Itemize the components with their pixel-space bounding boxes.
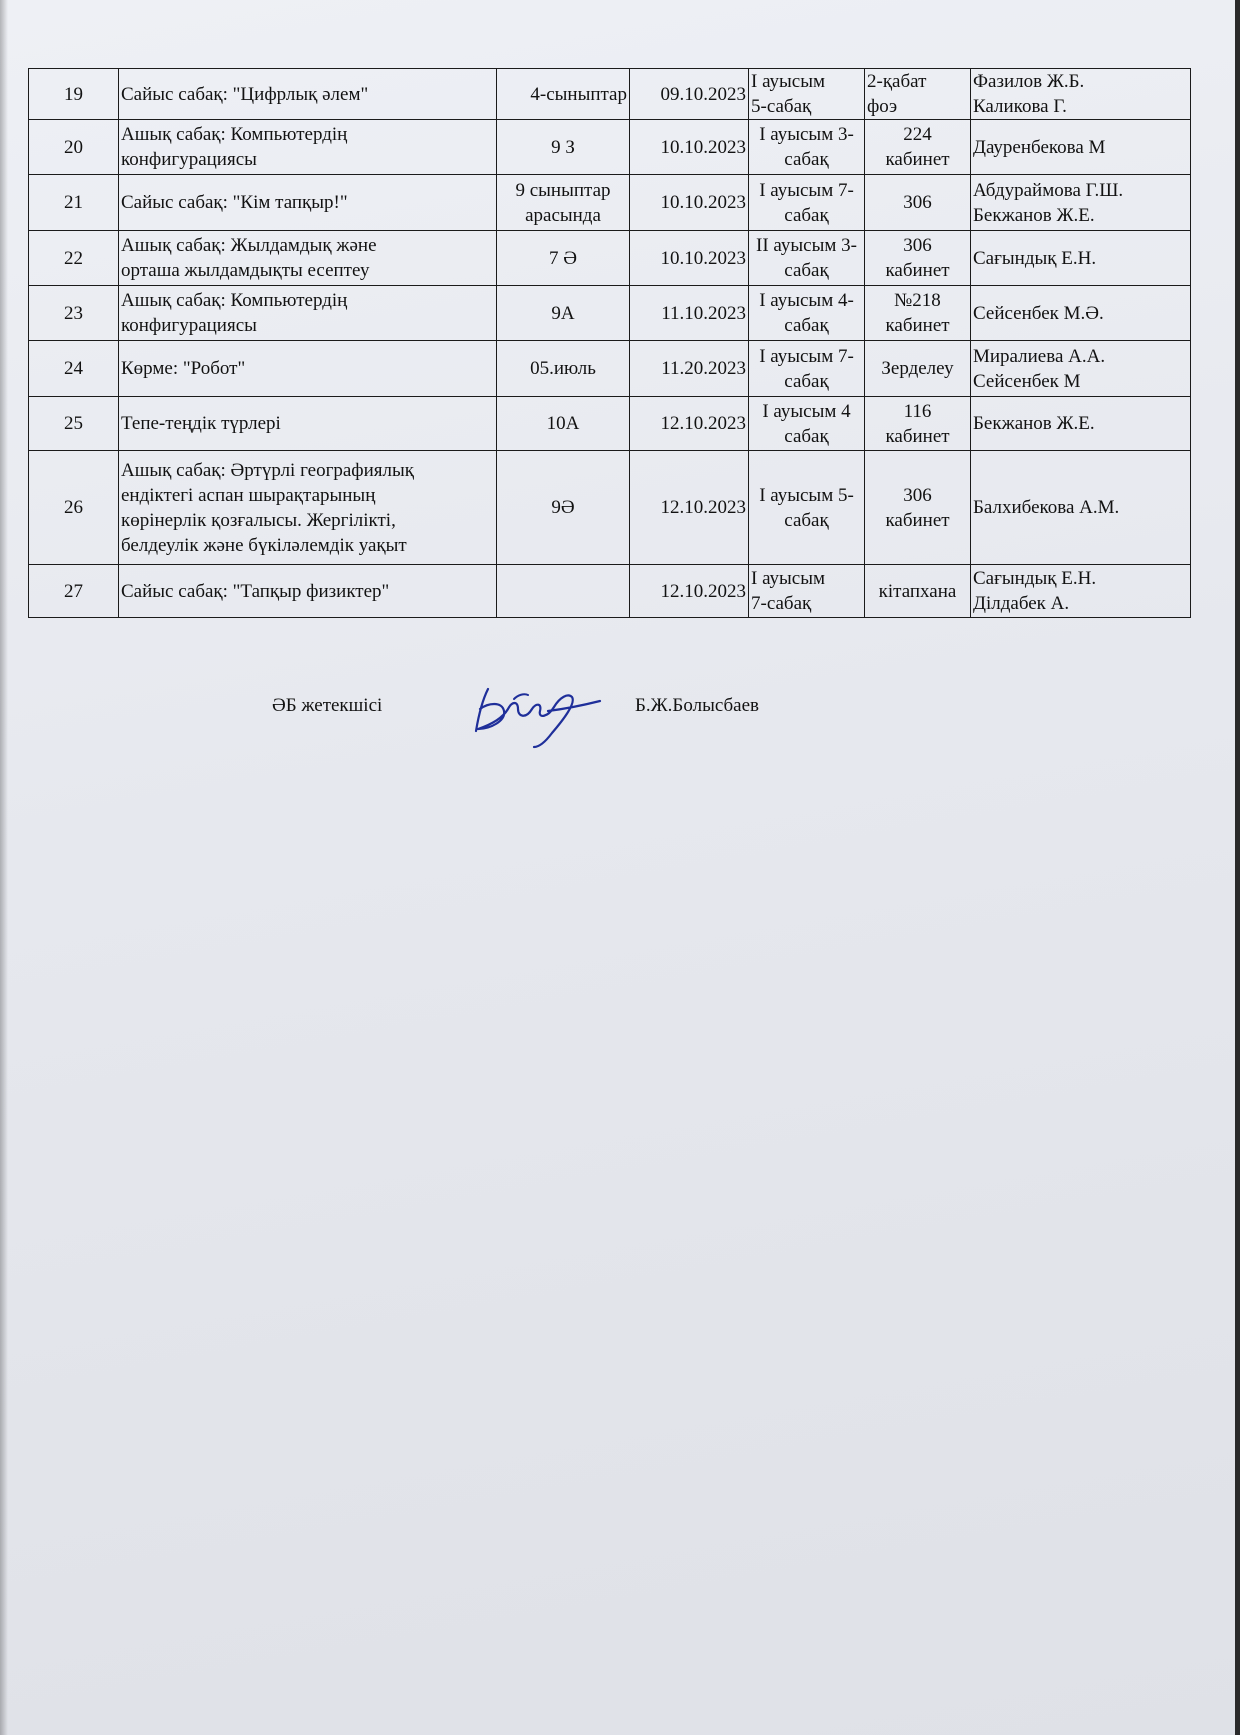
- event-class: 9Ә: [497, 451, 630, 565]
- event-class: 7 Ә: [497, 231, 630, 286]
- event-title: Ашық сабақ: Жылдамдық және орташа жылдамдықты есептеу: [119, 231, 497, 286]
- event-title: Тепе-теңдік түрлері: [119, 397, 497, 451]
- row-number: 22: [29, 231, 119, 286]
- row-number: 21: [29, 175, 119, 231]
- event-responsible: Сейсенбек М.Ә.: [971, 286, 1191, 341]
- event-shift: I ауысым 3- сабақ: [749, 120, 865, 175]
- signature-block: [0, 685, 1240, 775]
- event-title: Ашық сабақ: Әртүрлі географиялық ендіктегі аспан шырақтарының көрінерлік қозғалысы. Жергілікті, белдеулік және бүкіләлемдік уақыт: [119, 451, 497, 565]
- event-room: 306: [865, 175, 971, 231]
- event-responsible: Сағындық Е.Н.: [971, 231, 1191, 286]
- row-number: 20: [29, 120, 119, 175]
- events-table: [28, 68, 1191, 618]
- row-number: 26: [29, 451, 119, 565]
- row-number: 25: [29, 397, 119, 451]
- page-edge: [1235, 0, 1240, 1735]
- event-room: Зерделеу: [865, 341, 971, 397]
- event-class: 9А: [497, 286, 630, 341]
- event-class: 10А: [497, 397, 630, 451]
- event-class: 05.июль: [497, 341, 630, 397]
- event-responsible: Фазилов Ж.Б. Каликова Г.: [971, 69, 1191, 120]
- table-row: [29, 341, 1191, 397]
- event-room: 116 кабинет: [865, 397, 971, 451]
- event-shift: I ауысым 5-сабақ: [749, 69, 865, 120]
- event-room: №218 кабинет: [865, 286, 971, 341]
- event-date: 10.10.2023: [630, 120, 749, 175]
- table-row: [29, 231, 1191, 286]
- event-shift: I ауысым 7- сабақ: [749, 175, 865, 231]
- event-date: 12.10.2023: [630, 397, 749, 451]
- event-room: 306 кабинет: [865, 451, 971, 565]
- event-responsible: Миралиева А.А. Сейсенбек М: [971, 341, 1191, 397]
- event-title: Сайыс сабақ: "Тапқыр физиктер": [119, 565, 497, 618]
- event-date: 11.10.2023: [630, 286, 749, 341]
- event-class: [497, 565, 630, 618]
- event-shift: I ауысым 7- сабақ: [749, 341, 865, 397]
- table-row: [29, 286, 1191, 341]
- row-number: 19: [29, 69, 119, 120]
- table-row: [29, 120, 1191, 175]
- event-room: кітапхана: [865, 565, 971, 618]
- event-shift: II ауысым 3- сабақ: [749, 231, 865, 286]
- event-date: 10.10.2023: [630, 231, 749, 286]
- handwritten-signature: [468, 679, 608, 749]
- event-responsible: Бекжанов Ж.Е.: [971, 397, 1191, 451]
- event-room: 224 кабинет: [865, 120, 971, 175]
- event-shift: I ауысым 4- сабақ: [749, 286, 865, 341]
- event-responsible: Дауренбекова М: [971, 120, 1191, 175]
- event-title: Ашық сабақ: Компьютердің конфигурациясы: [119, 286, 497, 341]
- table-row: [29, 175, 1191, 231]
- row-number: 24: [29, 341, 119, 397]
- event-date: 10.10.2023: [630, 175, 749, 231]
- event-shift: I ауысым 5- сабақ: [749, 451, 865, 565]
- event-date: 12.10.2023: [630, 565, 749, 618]
- event-room: 306 кабинет: [865, 231, 971, 286]
- event-shift: I ауысым 4 сабақ: [749, 397, 865, 451]
- signer-name: Б.Ж.Болысбаев: [635, 695, 760, 716]
- event-class: 4-сыныптар: [497, 69, 630, 120]
- event-date: 12.10.2023: [630, 451, 749, 565]
- event-responsible: Сағындық Е.Н. Ділдабек А.: [971, 565, 1191, 618]
- event-shift: I ауысым 7-сабақ: [749, 565, 865, 618]
- event-responsible: Балхибекова А.М.: [971, 451, 1191, 565]
- event-room: 2-қабат фоэ: [865, 69, 971, 120]
- row-number: 27: [29, 565, 119, 618]
- event-title: Ашық сабақ: Компьютердің конфигурациясы: [119, 120, 497, 175]
- signer-role: ӘБ жетекшісі: [272, 695, 383, 716]
- event-date: 09.10.2023: [630, 69, 749, 120]
- event-title: Сайыс сабақ: "Кім тапқыр!": [119, 175, 497, 231]
- page-shadow: [0, 0, 8, 1735]
- table-row: [29, 565, 1191, 618]
- event-class: 9 сыныптар арасында: [497, 175, 630, 231]
- table-row: [29, 397, 1191, 451]
- event-responsible: Абдураймова Г.Ш. Бекжанов Ж.Е.: [971, 175, 1191, 231]
- table-row: [29, 69, 1191, 120]
- row-number: 23: [29, 286, 119, 341]
- event-class: 9 З: [497, 120, 630, 175]
- event-title: Сайыс сабақ: "Цифрлық әлем": [119, 69, 497, 120]
- table-row: [29, 451, 1191, 565]
- event-title: Көрме: "Робот": [119, 341, 497, 397]
- event-date: 11.20.2023: [630, 341, 749, 397]
